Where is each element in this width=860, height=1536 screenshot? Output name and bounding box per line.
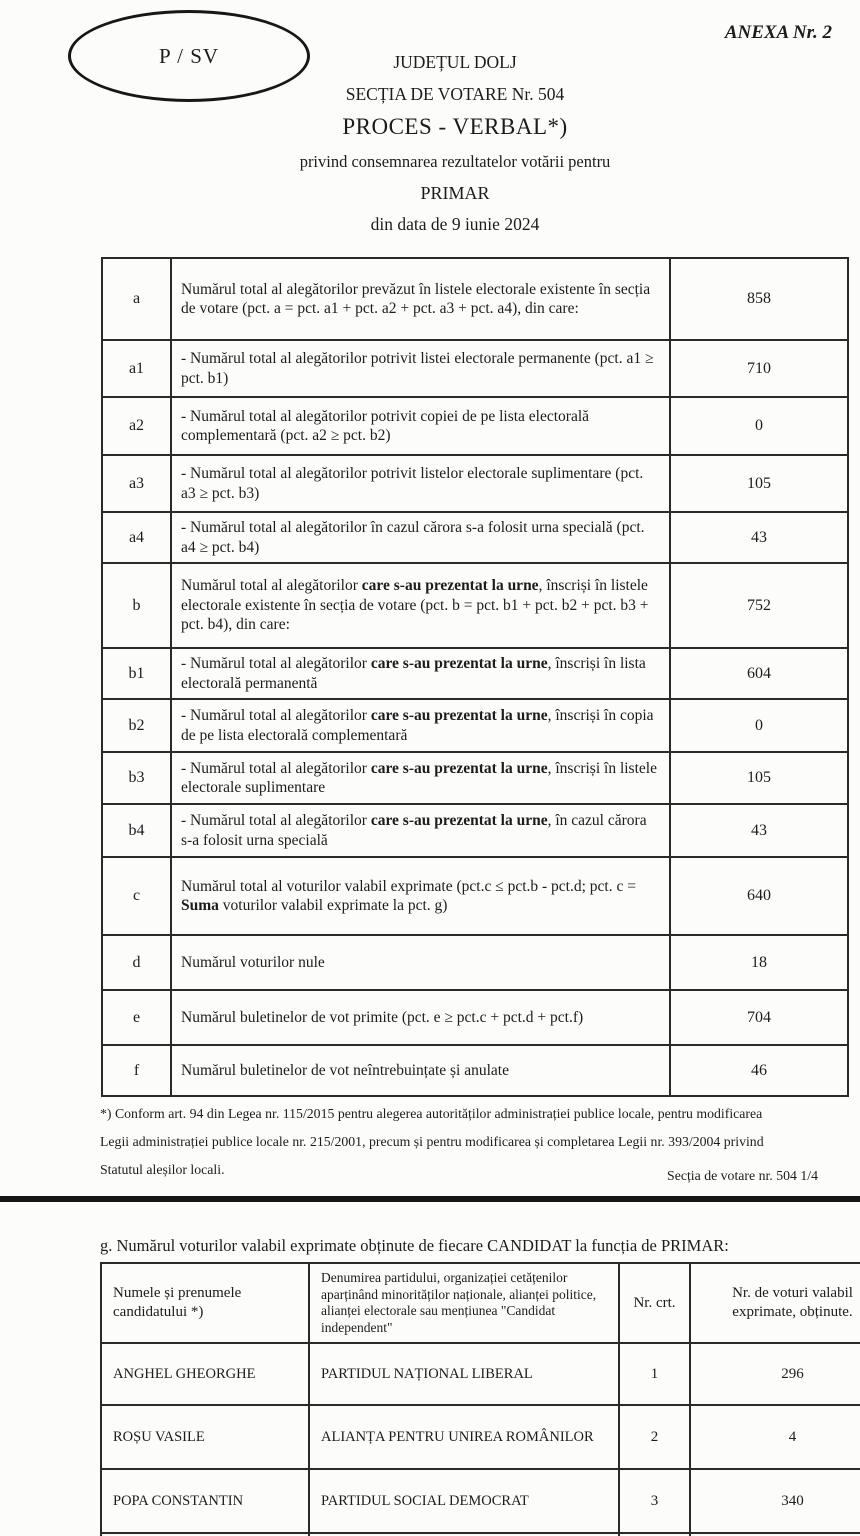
row-description — [171, 1045, 670, 1096]
header-candidate-name: Numele și prenumele candidatului *) — [101, 1263, 309, 1343]
desc-segment: - Numărul total al alegătorilor — [181, 655, 371, 672]
table-row — [102, 397, 848, 455]
row-value: 43 — [670, 512, 848, 563]
row-code: a4 — [102, 512, 171, 563]
row-description — [171, 752, 670, 804]
candidate-votes: 4 — [690, 1405, 860, 1469]
table-row — [102, 563, 848, 648]
candidate-name: ROȘU VASILE — [101, 1405, 309, 1469]
candidate-name: ANGHEL GHEORGHE — [101, 1343, 309, 1405]
candidate-number: 3 — [619, 1469, 690, 1533]
row-code: b — [102, 563, 171, 648]
row-description — [171, 990, 670, 1045]
row-value: 0 — [670, 699, 848, 752]
row-value: 752 — [670, 563, 848, 648]
desc-segment: - Numărul total al alegătorilor potrivit listei electorale permanente (pct. a1 ≥ pct. b1) — [181, 350, 654, 387]
desc-segment: , înscriși în copia de pe lista electorală complementară — [181, 707, 654, 744]
candidate-row — [101, 1405, 860, 1469]
table-row — [102, 512, 848, 563]
page-marker: Secția de votare nr. 504 1/4 — [667, 1168, 818, 1183]
desc-segment-bold: care s-au prezentat la urne — [370, 812, 548, 829]
stamp-label: P / SV — [158, 43, 220, 68]
polling-station: SECȚIA DE VOTARE Nr. 504 — [345, 84, 565, 104]
candidate-party: ALIANȚA PENTRU UNIREA ROMÂNILOR — [309, 1405, 619, 1469]
desc-segment: - Numărul total al alegătorilor — [181, 759, 371, 777]
desc-segment: , în cazul cărora s-a folosit urna specială — [181, 812, 647, 849]
row-code: e — [102, 990, 171, 1045]
row-value: 704 — [670, 990, 848, 1045]
desc-segment-bold: care s-au prezentat la urne — [370, 759, 548, 777]
row-description — [171, 699, 670, 752]
candidate-party: PARTIDUL SOCIAL DEMOCRAT — [309, 1469, 619, 1533]
desc-segment: Numărul buletinelor de vot primite (pct. e ≥ pct.c + pct.d + pct.f) — [181, 1008, 584, 1026]
desc-segment: - Numărul total al alegătorilor — [181, 812, 371, 829]
row-value: 858 — [670, 258, 848, 340]
footnote-line: Legii administrației publice locale nr. 215/2001, precum și pentru modificarea și completarea Legii nr. 393/2004 privind — [100, 1134, 764, 1149]
row-description — [171, 455, 670, 512]
desc-segment: , înscriși în listele electorale suplimentare — [181, 759, 657, 796]
desc-segment: - Numărul total al alegătorilor în cazul cărora s-a folosit urna specială (pct. a4 ≥ pct. b4) — [181, 519, 645, 556]
candidates-header-row — [101, 1263, 860, 1343]
table-row — [102, 990, 848, 1045]
row-code: a1 — [102, 340, 171, 397]
footnote-line: *) Conform art. 94 din Legea nr. 115/2015 pentru alegerea autorităților administrației publice locale, pentru modificarea — [100, 1106, 763, 1121]
row-code: c — [102, 857, 171, 935]
row-value: 640 — [670, 857, 848, 935]
document-subtitle: privind consemnarea rezultatelor votării pentru — [299, 152, 611, 171]
desc-segment: voturilor valabil exprimate la pct. g) — [218, 897, 448, 914]
candidate-row — [101, 1343, 860, 1405]
row-value: 710 — [670, 340, 848, 397]
row-code: d — [102, 935, 171, 990]
row-code: f — [102, 1045, 171, 1096]
desc-segment: - Numărul total al alegătorilor potrivit copiei de pe lista electorală complementară (pct. a2 ≥ pct. b2) — [181, 407, 590, 444]
candidates-table — [100, 1262, 860, 1536]
table-row — [102, 648, 848, 699]
table-row — [102, 340, 848, 397]
candidate-number: 2 — [619, 1405, 690, 1469]
candidate-party: PARTIDUL NAȚIONAL LIBERAL — [309, 1343, 619, 1405]
row-description — [171, 258, 670, 340]
row-description — [171, 804, 670, 857]
table-row — [102, 258, 848, 340]
row-value: 105 — [670, 752, 848, 804]
table-row — [102, 1045, 848, 1096]
annex-label: ANEXA Nr. 2 — [724, 22, 832, 43]
section-g-heading: g. Numărul voturilor valabil exprimate obținute de fiecare CANDIDAT la funcția de PRIMAR: — [100, 1236, 729, 1255]
document-title: PROCES - VERBAL*) — [342, 114, 568, 139]
row-value: 46 — [670, 1045, 848, 1096]
row-value: 604 — [670, 648, 848, 699]
row-value: 43 — [670, 804, 848, 857]
row-description — [171, 340, 670, 397]
desc-segment-bold: care s-au prezentat la urne — [361, 577, 539, 595]
candidate-row — [101, 1469, 860, 1533]
desc-segment: Numărul total al voturilor valabil exprimate (pct.c ≤ pct.b - pct.d; pct. c = — [181, 877, 636, 895]
row-code: b3 — [102, 752, 171, 804]
header-votes: Nr. de voturi valabil exprimate, obținute. — [690, 1263, 860, 1343]
row-value: 105 — [670, 455, 848, 512]
candidate-name: POPA CONSTANTIN — [101, 1469, 309, 1533]
desc-segment-bold: care s-au prezentat la urne — [370, 655, 548, 672]
document-header — [50, 52, 860, 235]
desc-segment: Numărul total al alegătorilor — [181, 577, 362, 595]
county-title: JUDEȚUL DOLJ — [393, 52, 517, 72]
row-code: a2 — [102, 397, 171, 455]
row-description — [171, 563, 670, 648]
desc-segment: , înscriși în listele electorale existente în secția de votare (pct. b = pct. b1 + pct. b2 + pct. b3 + pct. b4), din care: — [181, 577, 649, 634]
row-value: 0 — [670, 397, 848, 455]
desc-segment: Numărul voturilor nule — [181, 953, 325, 971]
row-code: a3 — [102, 455, 171, 512]
election-date: din data de 9 iunie 2024 — [370, 214, 540, 234]
row-code: a — [102, 258, 171, 340]
results-table — [101, 257, 849, 1097]
table-row — [102, 699, 848, 752]
candidate-votes: 340 — [690, 1469, 860, 1533]
desc-segment: - Numărul total al alegătorilor potrivit listelor electorale suplimentare (pct. a3 ≥ pct. b3) — [181, 465, 644, 502]
row-code: b1 — [102, 648, 171, 699]
header-number: Nr. crt. — [619, 1263, 690, 1343]
row-description — [171, 648, 670, 699]
office-title: PRIMAR — [420, 183, 490, 203]
header-party: Denumirea partidului, organizației cetățenilor aparținând minorităților naționale, alianței politice, alianței electorale sau mențiunea "Candidat independent" — [309, 1263, 619, 1343]
table-row — [102, 857, 848, 935]
table-row — [102, 804, 848, 857]
candidate-votes: 296 — [690, 1343, 860, 1405]
page-divider — [0, 1196, 860, 1202]
desc-segment-bold: Suma — [181, 897, 219, 914]
row-value: 18 — [670, 935, 848, 990]
row-code: b4 — [102, 804, 171, 857]
desc-segment-bold: care s-au prezentat la urne — [370, 707, 548, 724]
table-row — [102, 752, 848, 804]
desc-segment: Numărul buletinelor de vot neîntrebuințate și anulate — [181, 1061, 509, 1079]
row-description — [171, 857, 670, 935]
row-code: b2 — [102, 699, 171, 752]
footnote-line: Statutul aleșilor locali. — [100, 1162, 225, 1177]
row-description — [171, 512, 670, 563]
row-description — [171, 935, 670, 990]
table-row — [102, 935, 848, 990]
desc-segment: - Numărul total al alegătorilor — [181, 707, 371, 724]
row-description — [171, 397, 670, 455]
desc-segment: Numărul total al alegătorilor prevăzut în listele electorale existente în secția de votare (pct. a = pct. a1 + pct. a2 + pct. a3 + pct. a4), din care: — [181, 280, 651, 317]
desc-segment: , înscriși în lista electorală permanentă — [181, 655, 646, 692]
table-row — [102, 455, 848, 512]
candidate-number: 1 — [619, 1343, 690, 1405]
